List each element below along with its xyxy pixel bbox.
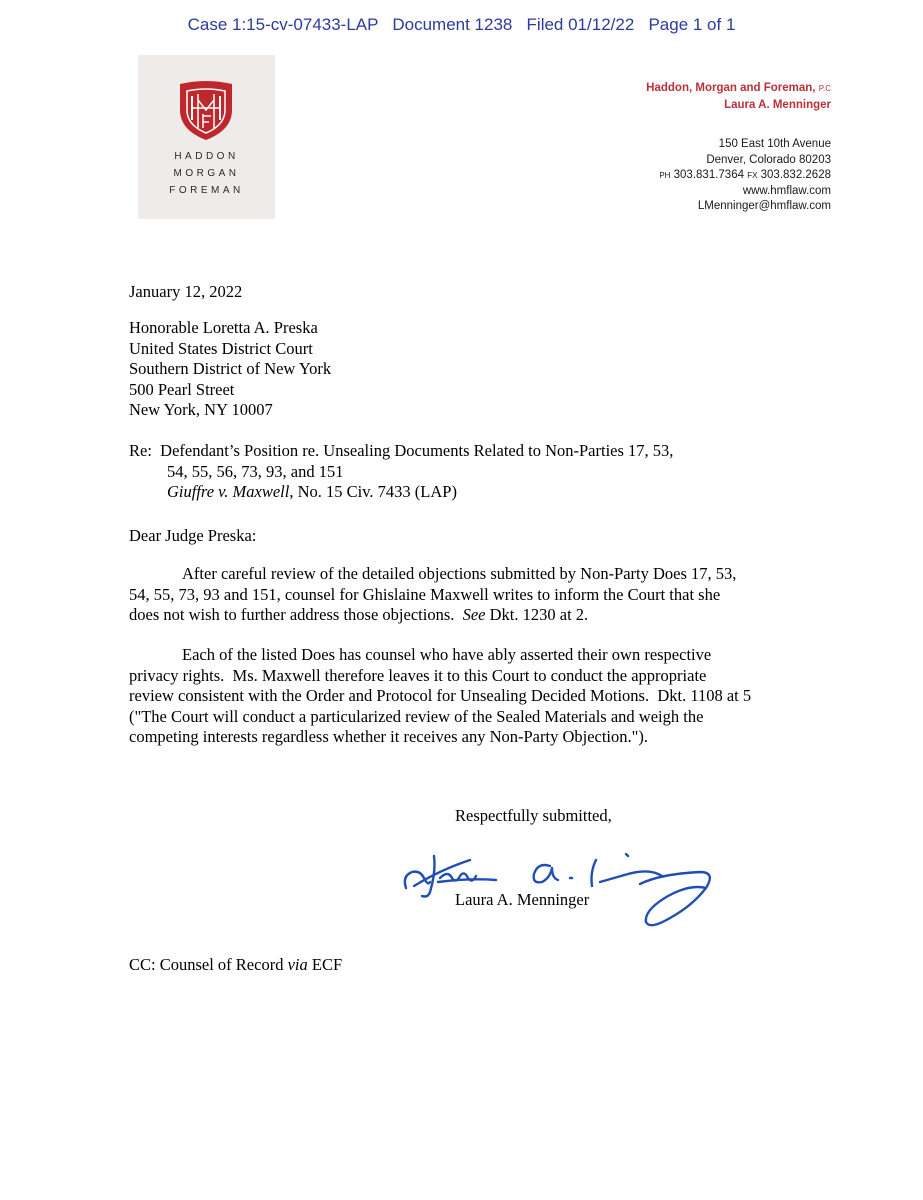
fax-number: 303.832.2628 [760, 169, 831, 181]
contact-phones [659, 168, 831, 184]
cc-suffix: ECF [307, 955, 343, 974]
address-street: 150 East 10th Avenue [718, 138, 831, 150]
paragraph-2 [129, 645, 751, 748]
address-city: Denver, Colorado 80203 [706, 153, 831, 166]
re-subject-2: 54, 55, 56, 73, 93, and 151 [167, 461, 344, 481]
paragraph-line [129, 605, 736, 626]
logo-text-haddon: HADDON [174, 151, 239, 162]
re-label: Re: [129, 441, 152, 460]
recipient-block [129, 318, 331, 421]
case-header: Case 1:15-cv-07433-LAP Document 1238 Filed 01/12/22 Page 1 of 1 [187, 15, 736, 34]
paragraph-line: review consistent with the Order and Protocol for Unsealing Decided Motions. Dkt. 1108 at 5 [129, 686, 752, 705]
salutation: Dear Judge Preska: [129, 526, 257, 545]
phone-label: PH [659, 171, 671, 180]
letter-date: January 12, 2022 [129, 282, 243, 301]
paragraph-line: After careful review of the detailed objections submitted by Non-Party Does 17, 53, [182, 564, 737, 583]
recipient-line: Southern District of New York [129, 359, 332, 378]
recipient-line: 500 Pearl Street [129, 379, 235, 399]
paragraph-line: privacy rights. Ms. Maxwell therefore leaves it to this Court to conduct the appropriate [129, 665, 707, 685]
recipient-line: United States District Court [129, 338, 313, 358]
firm-name: Haddon, Morgan and Foreman, [646, 82, 816, 94]
paragraph-line: competing interests regardless whether it receives any Non-Party Objection."). [129, 727, 648, 746]
website: www.hmflaw.com [742, 184, 831, 197]
paragraph-line: ("The Court will conduct a particularized review of the Sealed Materials and weigh the [129, 706, 704, 726]
recipient-line: New York, NY 10007 [129, 400, 273, 419]
paragraph-text: does not wish to further address those objections. [129, 605, 463, 624]
cc-prefix: CC: Counsel of Record [129, 955, 288, 974]
firm-suffix: P.C [818, 84, 831, 93]
paragraph-line: Each of the listed Does has counsel who have ably asserted their own respective [182, 645, 712, 664]
fax-label: FX [747, 171, 758, 180]
logo-text-morgan: MORGAN [173, 168, 240, 179]
case-name: Giuffre v. Maxwell [167, 482, 290, 501]
re-case-line [129, 482, 673, 503]
phone-number: 303.831.7364 [673, 169, 744, 181]
letterhead-address [659, 137, 831, 215]
paragraph-line: 54, 55, 73, 93 and 151, counsel for Ghislaine Maxwell writes to inform the Court that she [129, 584, 721, 604]
recipient-line: Honorable Loretta A. Preska [129, 318, 318, 337]
signatory-name: Laura A. Menninger [455, 890, 590, 909]
cc-via: via [287, 955, 308, 974]
see-signal: See [462, 605, 486, 624]
shield-logo-icon [176, 80, 236, 142]
case-number: , No. 15 Civ. 7433 (LAP) [289, 482, 457, 501]
logo-text-foreman: FOREMAN [169, 185, 244, 196]
re-block [129, 441, 673, 503]
firm-logo [138, 55, 275, 219]
email: LMenninger@hmflaw.com [697, 200, 831, 212]
re-subject-1: Defendant’s Position re. Unsealing Documents Related to Non-Parties 17, 53, [160, 441, 674, 460]
cc-line [129, 955, 342, 976]
letterhead-firm [646, 80, 831, 113]
paragraph-1 [129, 564, 736, 626]
firm-name-line [646, 80, 831, 97]
paragraph-text: Dkt. 1230 at 2. [485, 605, 589, 624]
closing: Respectfully submitted, [455, 806, 612, 825]
re-line-1 [129, 441, 673, 462]
attorney-name: Laura A. Menninger [724, 99, 831, 111]
